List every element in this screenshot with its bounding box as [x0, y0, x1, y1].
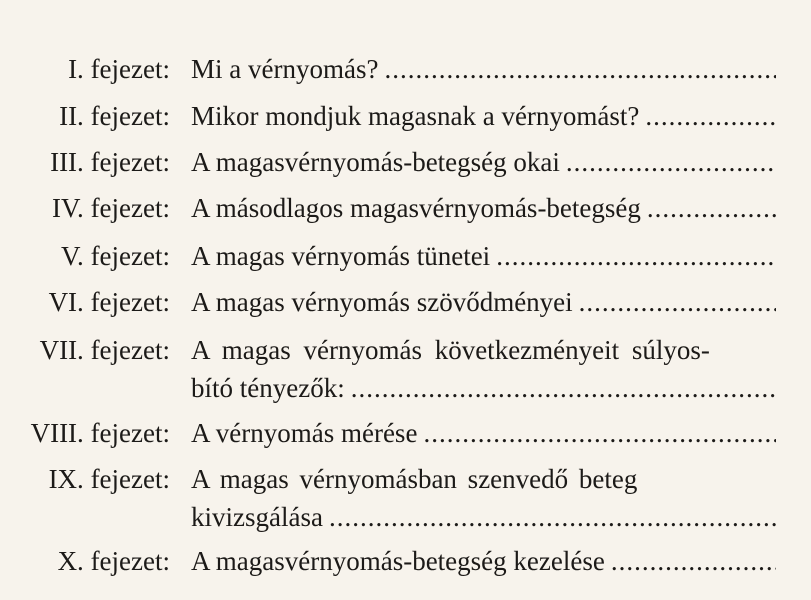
chapter-word: fejezet: [90, 54, 170, 84]
chapter-title-text: Mi a vérnyomás? [191, 54, 379, 84]
dot-leader [645, 99, 776, 133]
chapter-number: I. [68, 54, 84, 84]
chapter-number: III. [50, 147, 84, 177]
chapter-word: fejezet: [90, 241, 170, 271]
chapter-title-text: A magasvérnyomás-betegség kezelése [191, 546, 605, 576]
dot-leader [611, 544, 776, 578]
chapter-prefix [0, 544, 170, 578]
chapter-prefix [0, 145, 170, 179]
chapter-word: fejezet: [90, 546, 170, 576]
chapter-prefix [0, 239, 170, 273]
chapter-title [191, 462, 776, 534]
chapter-number: X. [57, 546, 84, 576]
chapter-title [191, 333, 776, 405]
chapter-word: fejezet: [90, 193, 170, 223]
chapter-prefix [0, 285, 170, 319]
dot-leader [579, 285, 776, 319]
chapter-title-text: A magas vérnyomás tünetei [191, 241, 491, 271]
chapter-prefix [0, 462, 170, 496]
chapter-prefix [0, 333, 170, 367]
chapter-title-text: bító tényezők: [191, 373, 345, 403]
chapter-title-text: A másodlagos magasvérnyomás-betegség [191, 193, 641, 223]
dot-leader [496, 239, 776, 273]
chapter-word: fejezet: [90, 464, 170, 494]
chapter-title [191, 191, 776, 225]
chapter-number: VIII. [30, 418, 84, 448]
chapter-title [191, 544, 776, 578]
dot-leader [351, 371, 776, 405]
chapter-number: IX. [48, 464, 84, 494]
chapter-title-text: A magas vérnyomásban szenvedő beteg [191, 464, 638, 494]
chapter-word: fejezet: [90, 418, 170, 448]
dot-leader [647, 191, 776, 225]
chapter-title-text: kivizsgálása [191, 502, 323, 532]
chapter-title-text: A magasvérnyomás-betegség okai [191, 147, 560, 177]
chapter-title [191, 145, 776, 179]
chapter-prefix [0, 52, 170, 86]
chapter-word: fejezet: [90, 287, 170, 317]
chapter-number: II. [59, 101, 84, 131]
chapter-word: fejezet: [90, 147, 170, 177]
chapter-number: VI. [48, 287, 84, 317]
chapter-title [191, 416, 776, 450]
chapter-title-text: A vérnyomás mérése [191, 418, 418, 448]
chapter-prefix [0, 191, 170, 225]
chapter-number: IV. [52, 193, 84, 223]
dot-leader [423, 416, 776, 450]
chapter-prefix [0, 99, 170, 133]
chapter-title-text: A magas vérnyomás szövődményei [191, 287, 573, 317]
chapter-title [191, 239, 776, 273]
chapter-title [191, 52, 776, 86]
chapter-title-text: Mikor mondjuk magasnak a vérnyomást? [191, 101, 640, 131]
chapter-title-text: A magas vérnyomás következményeit súlyos- [191, 335, 710, 365]
dot-leader [566, 145, 776, 179]
chapter-word: fejezet: [90, 335, 170, 365]
chapter-number: V. [61, 241, 84, 271]
dot-leader [384, 52, 776, 86]
chapter-number: VII. [39, 335, 84, 365]
chapter-title [191, 285, 776, 319]
chapter-word: fejezet: [90, 101, 170, 131]
chapter-prefix [0, 416, 170, 450]
chapter-title [191, 99, 776, 133]
dot-leader [329, 500, 776, 534]
